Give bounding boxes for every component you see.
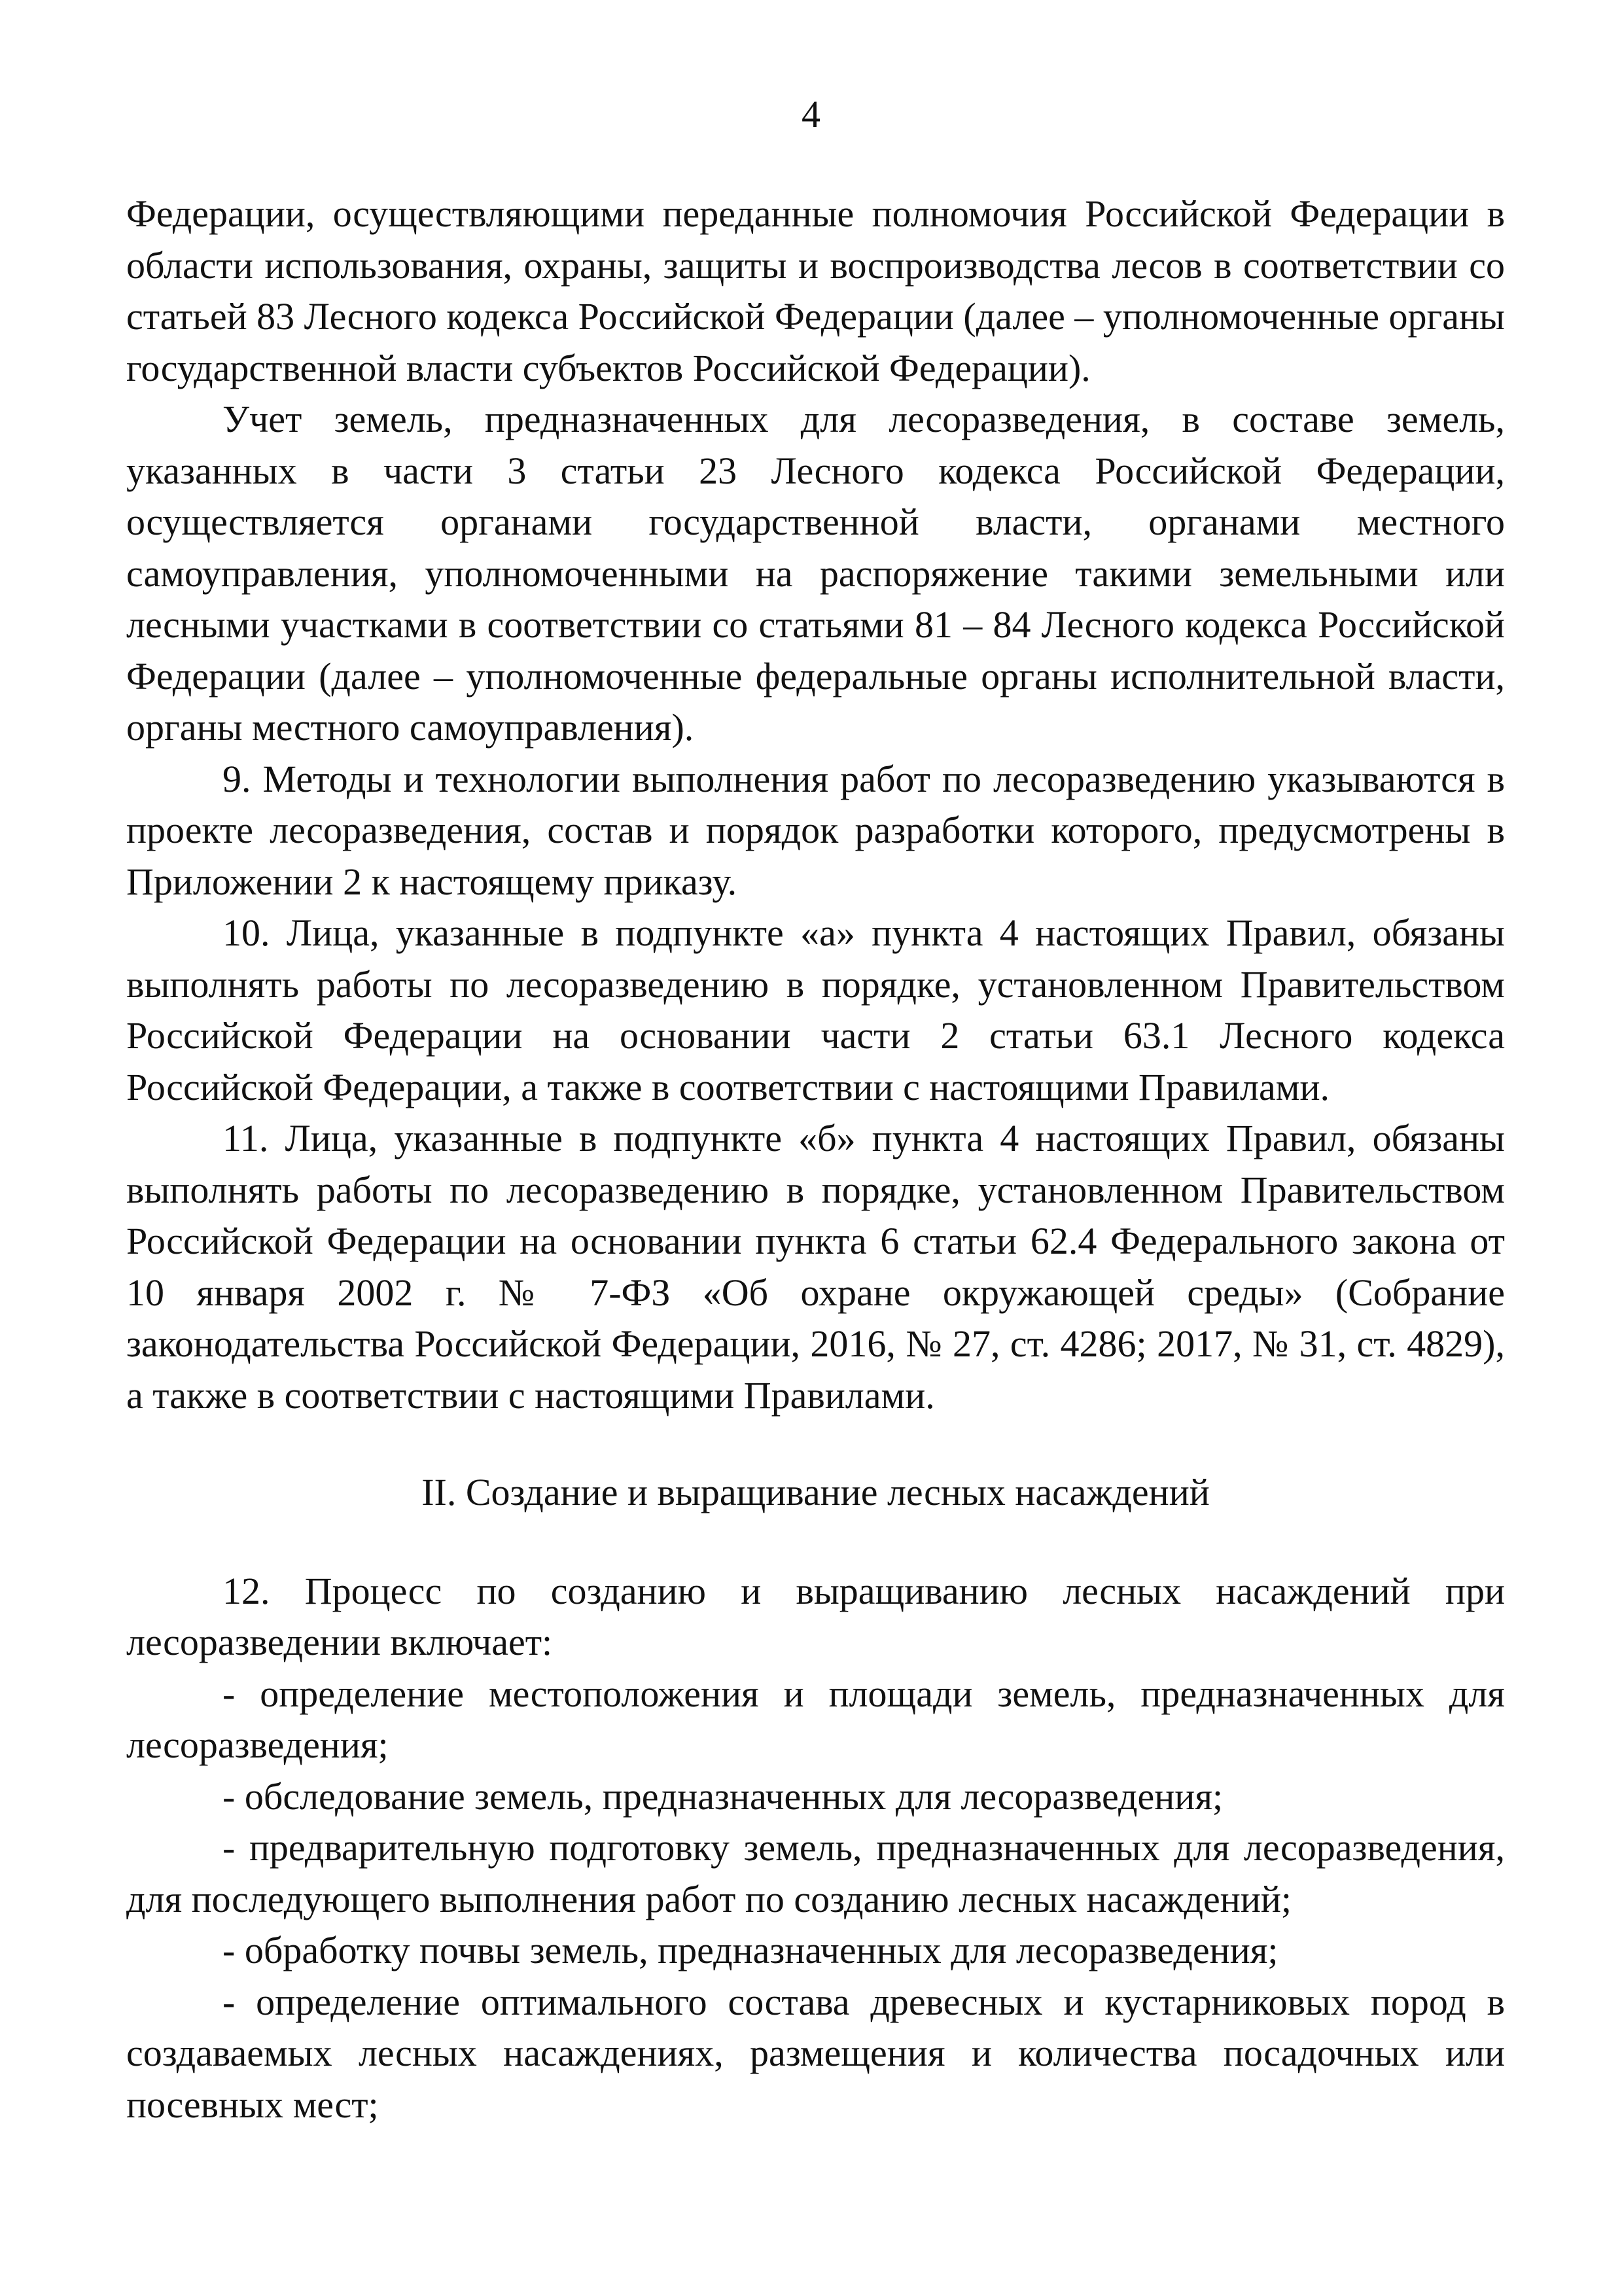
document-body [126, 188, 1505, 2130]
paragraph-continuation: Федерации, осуществляющими переданные полномочия Российской Федерации в области использования, охраны, защиты и воспроизводства лесов в соответствии со статьей 83 Лесного кодекса Российской Федерации (далее – уполномоченные органы государственной власти субъектов Российской Федерации). [126, 192, 1505, 389]
spacer [126, 1421, 1505, 1467]
list-item-composition: - определение оптимального состава древесных и кустарниковых пород в создаваемых лесных насаждениях, размещения и количества посадочных или посевных мест; [126, 1980, 1505, 2126]
page-number: 4 [802, 93, 820, 135]
list-item-survey: - обследование земель, предназначенных для лесоразведения; [222, 1775, 1224, 1818]
paragraph-item-11: 11. Лица, указанные в подпункте «б» пункта 4 настоящих Правил, обязаны выполнять работы по лесоразведению в порядке, установленном Правительством Российской Федерации на основании пункта 6 статьи 62.4 Федерального закона от 10 января 2002 г. № 7-ФЗ «Об охране окружающей среды» (Собрание законодательства Российской Федерации, 2016, № 27, ст. 4286; 2017, № 31, ст. 4829), а также в соответствии с настоящими Правилами. [126, 1117, 1505, 1417]
spacer [126, 1519, 1505, 1566]
section-heading: II. Создание и выращивание лесных насаждений [421, 1471, 1210, 1513]
list-item-location: - определение местоположения и площади земель, предназначенных для лесоразведения; [126, 1672, 1505, 1766]
paragraph-land-accounting: Учет земель, предназначенных для лесоразведения, в составе земель, указанных в части 3 статьи 23 Лесного кодекса Российской Федерации, осуществляется органами государственной власти, органами местного самоуправления, уполномоченными на распоряжение такими земельными или лесными участками в соответствии со статьями 81 – 84 Лесного кодекса Российской Федерации (далее – уполномоченные федеральные органы исполнительной власти, органы местного самоуправления). [126, 398, 1505, 749]
list-item-soil: - обработку почвы земель, предназначенных для лесоразведения; [222, 1929, 1278, 1971]
paragraph-item-10: 10. Лица, указанные в подпункте «а» пункта 4 настоящих Правил, обязаны выполнять работы по лесоразведению в порядке, установленном Правительством Российской Федерации на основании части 2 статьи 63.1 Лесного кодекса Российской Федерации, а также в соответствии с настоящими Правилами. [126, 911, 1505, 1108]
paragraph-item-9: 9. Методы и технологии выполнения работ по лесоразведению указываются в проекте лесоразведения, состав и порядок разработки которого, предусмотрены в Приложении 2 к настоящему приказу. [126, 757, 1505, 903]
paragraph-item-12: 12. Процесс по созданию и выращиванию лесных насаждений при лесоразведении включает: [126, 1569, 1505, 1663]
list-item-preparation: - предварительную подготовку земель, предназначенных для лесоразведения, для последующего выполнения работ по созданию лесных насаждений; [126, 1826, 1505, 1920]
